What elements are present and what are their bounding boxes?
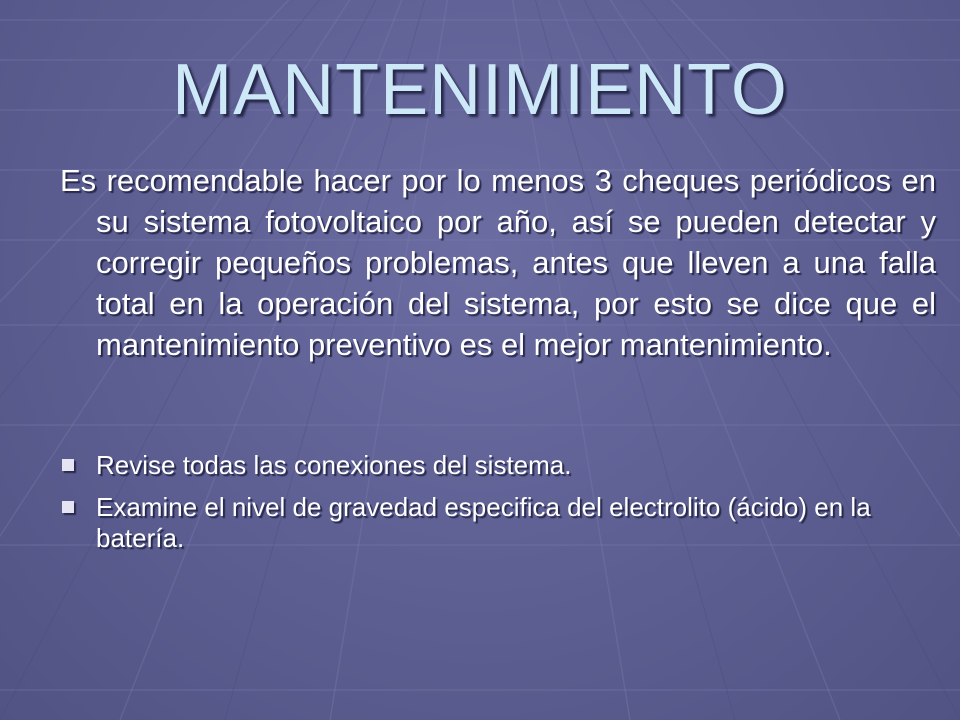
- square-bullet-icon: [62, 459, 74, 471]
- bullet-item-electrolyte: [60, 492, 900, 554]
- bullet-list: [60, 450, 900, 565]
- square-bullet-icon: [62, 501, 74, 513]
- bullet-item-connections: [60, 450, 900, 481]
- bullet-text: Revise todas las conexiones del sistema.: [96, 450, 572, 480]
- slide-title: MANTENIMIENTO: [172, 50, 788, 130]
- intro-paragraph: Es recomendable hacer por lo menos 3 cheques periódicos en su sistema fotovoltaico por año, así se pueden detectar y corregir pequeños problemas, antes que lleven a una falla total en la operación del sistema, por esto se dice que el mantenimiento preventivo es el mejor mantenimiento.: [60, 163, 936, 362]
- bullet-text: Examine el nivel de gravedad especifica del electrolito (ácido) en la batería.: [96, 492, 871, 553]
